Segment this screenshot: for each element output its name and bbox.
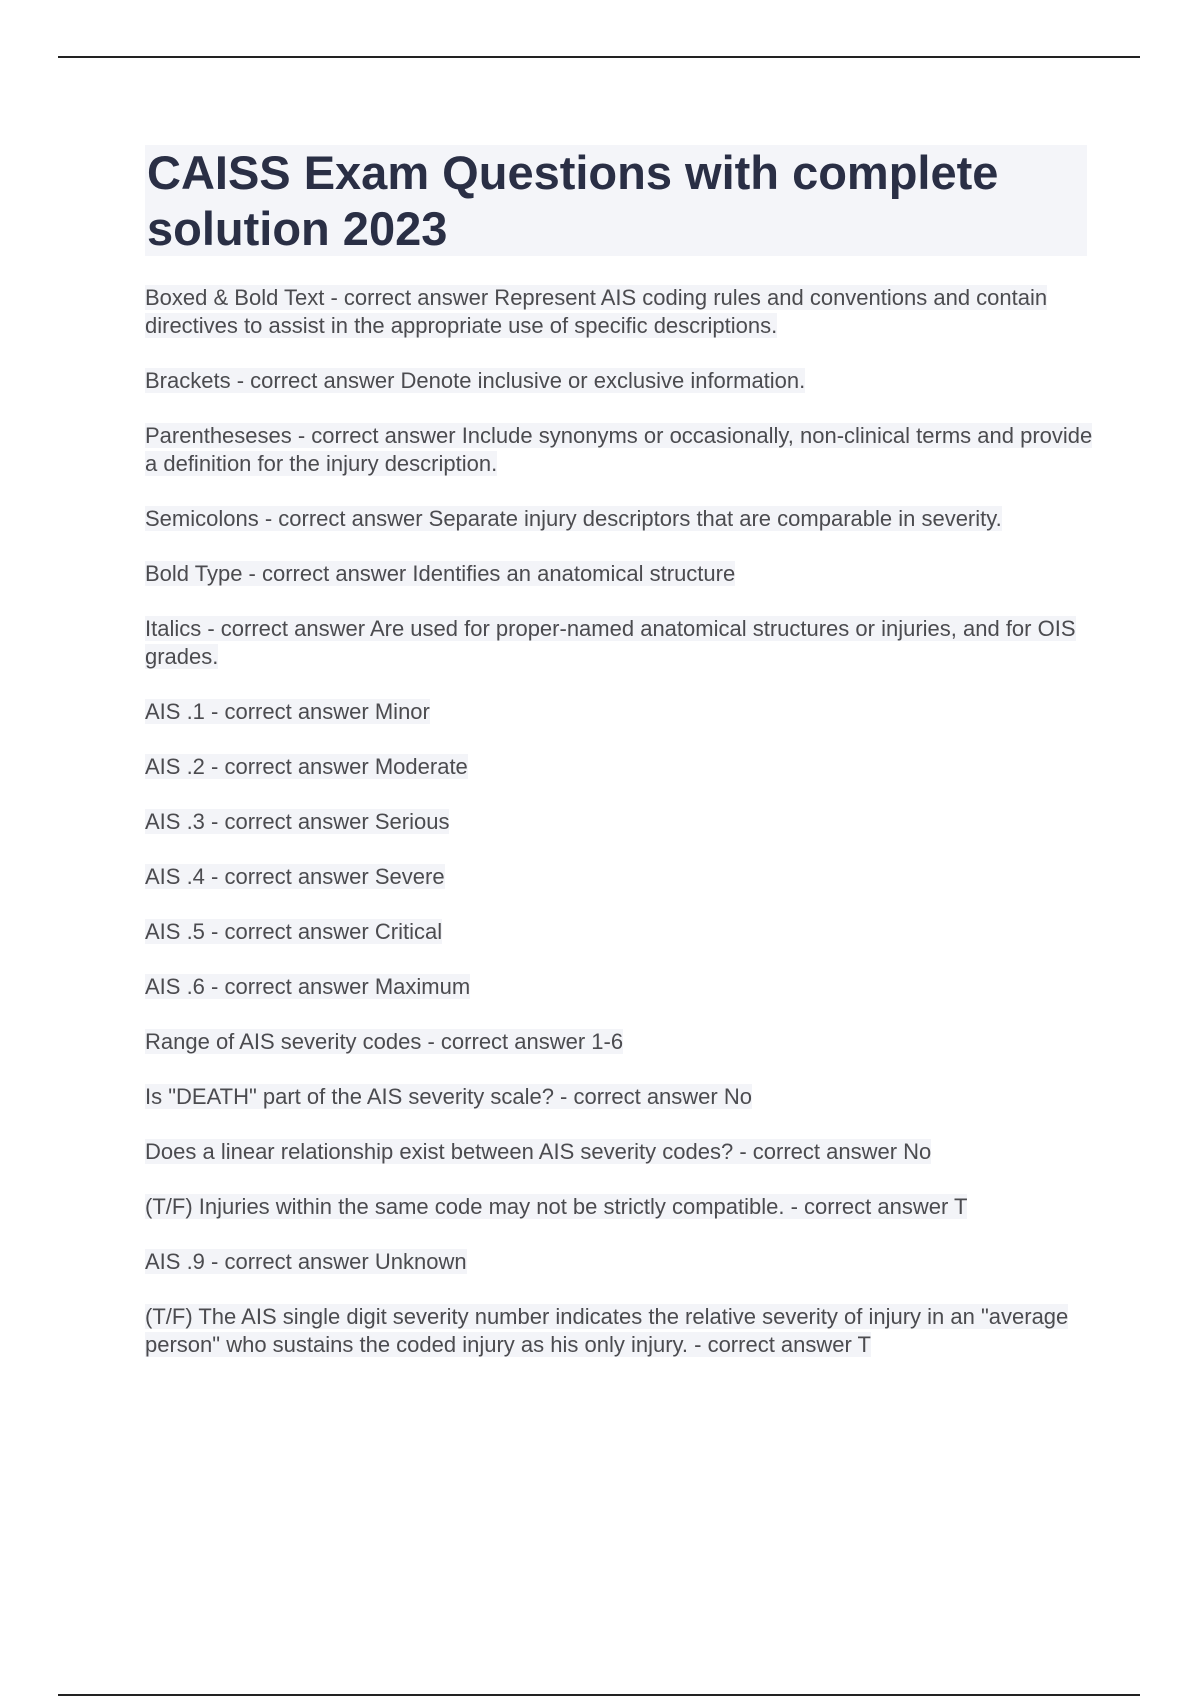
qa-item [145, 422, 1095, 478]
qa-item-text: AIS .4 - correct answer Severe [145, 864, 445, 889]
qa-item-text: (T/F) Injuries within the same code may not be strictly compatible. - correct answer T [145, 1194, 968, 1219]
qa-item-text: AIS .2 - correct answer Moderate [145, 754, 468, 779]
qa-item [145, 918, 1095, 946]
qa-item [145, 367, 1095, 395]
qa-item-text: Parentheseses - correct answer Include synonyms or occasionally, non-clinical terms and provide a definition for the injury description. [145, 423, 1093, 476]
qa-item [145, 808, 1095, 836]
qa-item [145, 698, 1095, 726]
qa-item [145, 1083, 1095, 1111]
qa-item-text: AIS .9 - correct answer Unknown [145, 1249, 467, 1274]
qa-item-text: AIS .5 - correct answer Critical [145, 919, 443, 944]
qa-item-text: AIS .3 - correct answer Serious [145, 809, 450, 834]
qa-item [145, 1248, 1095, 1276]
qa-item-text: Bold Type - correct answer Identifies an anatomical structure [145, 561, 736, 586]
qa-item [145, 753, 1095, 781]
qa-item [145, 1303, 1095, 1359]
qa-item [145, 560, 1095, 588]
title-block [145, 145, 1087, 256]
qa-item-text: Brackets - correct answer Denote inclusive or exclusive information. [145, 368, 806, 393]
qa-item [145, 615, 1095, 671]
qa-item [145, 1028, 1095, 1056]
qa-list [145, 284, 1095, 1386]
footer-rule [58, 1694, 1140, 1696]
qa-item-text: Boxed & Bold Text - correct answer Represent AIS coding rules and conventions and contain directives to assist in the appropriate use of specific descriptions. [145, 285, 1048, 338]
qa-item-text: AIS .1 - correct answer Minor [145, 699, 430, 724]
qa-item-text: Does a linear relationship exist between AIS severity codes? - correct answer No [145, 1139, 932, 1164]
qa-item [145, 505, 1095, 533]
qa-item [145, 863, 1095, 891]
page-title: CAISS Exam Questions with complete solution 2023 [147, 146, 999, 255]
header-rule [58, 56, 1140, 58]
qa-item-text: Semicolons - correct answer Separate injury descriptors that are comparable in severity. [145, 506, 1002, 531]
qa-item [145, 1138, 1095, 1166]
qa-item-text: Is "DEATH" part of the AIS severity scale? - correct answer No [145, 1084, 752, 1109]
qa-item-text: Range of AIS severity codes - correct answer 1-6 [145, 1029, 624, 1054]
qa-item-text: AIS .6 - correct answer Maximum [145, 974, 471, 999]
qa-item [145, 284, 1095, 340]
qa-item-text: Italics - correct answer Are used for proper-named anatomical structures or injuries, and for OIS grades. [145, 616, 1076, 669]
qa-item-text: (T/F) The AIS single digit severity number indicates the relative severity of injury in an "average person" who sustains the coded injury as his only injury. - correct answer T [145, 1304, 1069, 1357]
qa-item [145, 1193, 1095, 1221]
qa-item [145, 973, 1095, 1001]
